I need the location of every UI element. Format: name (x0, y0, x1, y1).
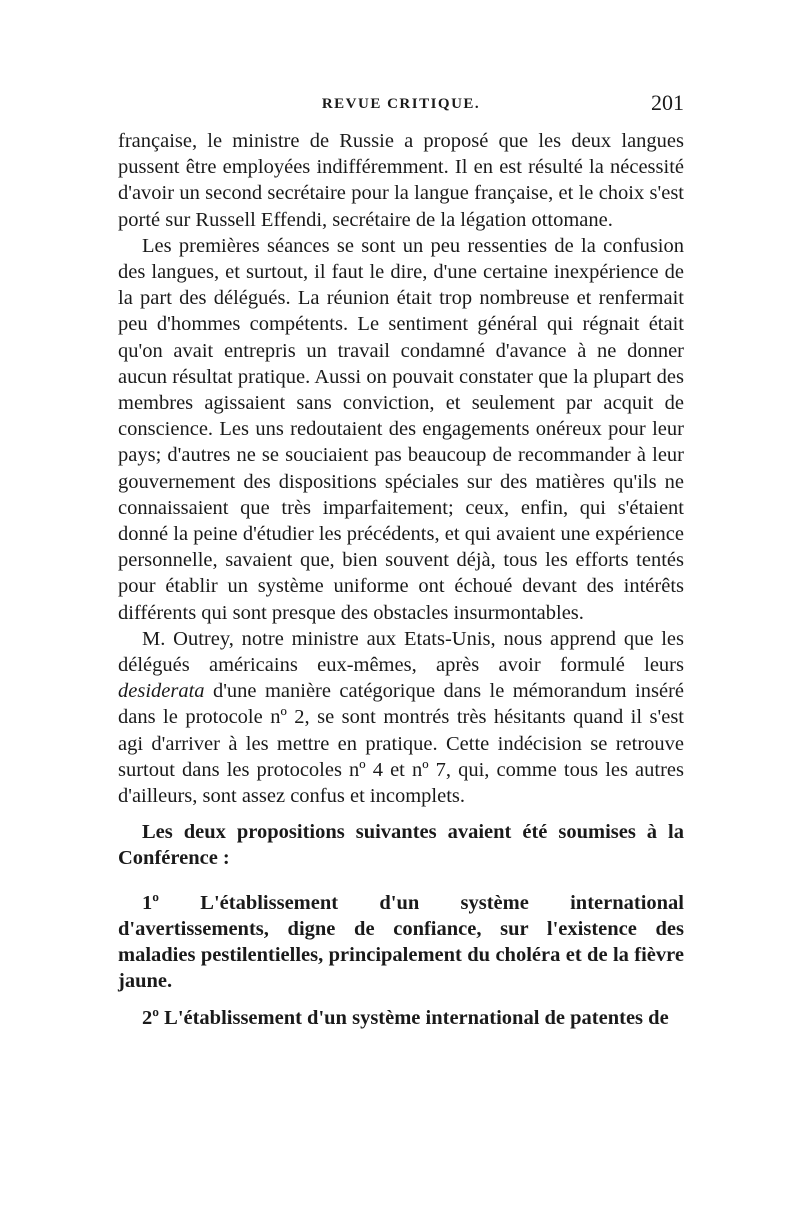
proposition-2: 2º L'établissement d'un système international de patentes de (142, 1006, 669, 1029)
paragraph-outrey-lead: M. Outrey, notre ministre aux Etats-Unis, nous apprend que les délégués américains eux-mêmes, après avoir formulé leurs (118, 627, 684, 677)
paragraph-outrey-rest: d'une manière catégorique dans le mémorandum inséré dans le protocole nº 2, se sont montrés très hésitants quand il s'est agi d'arriver à les mettre en pratique. Cette indécision se retrouve surtout dans les protocoles nº 4 et nº 7, qui, comme tous les autres d'ailleurs, sont assez confus et incomplets. (118, 680, 684, 808)
body-text (118, 128, 684, 1031)
paragraph-continuation: française, le ministre de Russie a proposé que les deux langues pussent être employées indifféremment. Il en est résulté la nécessité d'avoir un second secrétaire pour la langue française, et le choix s'est porté sur Russell Effendi, secrétaire de la légation ottomane. (118, 130, 684, 231)
italic-desiderata: desiderata (118, 680, 205, 703)
page-number: 201 (651, 90, 684, 115)
paragraph-premieres-seances: Les premières séances se sont un peu ressenties de la confusion des langues, et surtout, il faut le dire, d'une certaine inexpérience de la part des délégués. La réunion était trop nombreuse et renfermait peu d'hommes compétents. Le sentiment général qui régnait était qu'on avait entrepris un travail condamné d'avance à ne donner aucun résultat pratique. Aussi on pouvait constater que la plupart des membres agissaient sans conviction, et seulement par acquit de conscience. Les uns redoutaient des engagements onéreux pour leur pays; d'autres ne se souciaient pas beaucoup de recommander à leur gouvernement des dispositions spéciales sur des matières qu'ils ne connaissaient que très imparfaitement; ceux, enfin, qui s'étaient donné la peine d'étudier les précédents, et qui avaient une expérience personnelle, savaient que, bien souvent déjà, tous les efforts tentés pour établir un système uniforme ont échoué devant des intérêts différents qui sont presque des obstacles insurmontables. (118, 234, 684, 624)
paragraph-propositions-intro: Les deux propositions suivantes avaient été soumises à la Conférence : (118, 821, 684, 870)
running-title: REVUE CRITIQUE. (321, 96, 481, 112)
running-header (118, 92, 684, 118)
proposition-1: 1º L'établissement d'un système international d'avertissements, digne de confiance, sur l'existence des maladies pestilentielles, principalement du choléra et de la fièvre jaune. (118, 891, 684, 993)
paragraph-outrey (118, 626, 684, 809)
